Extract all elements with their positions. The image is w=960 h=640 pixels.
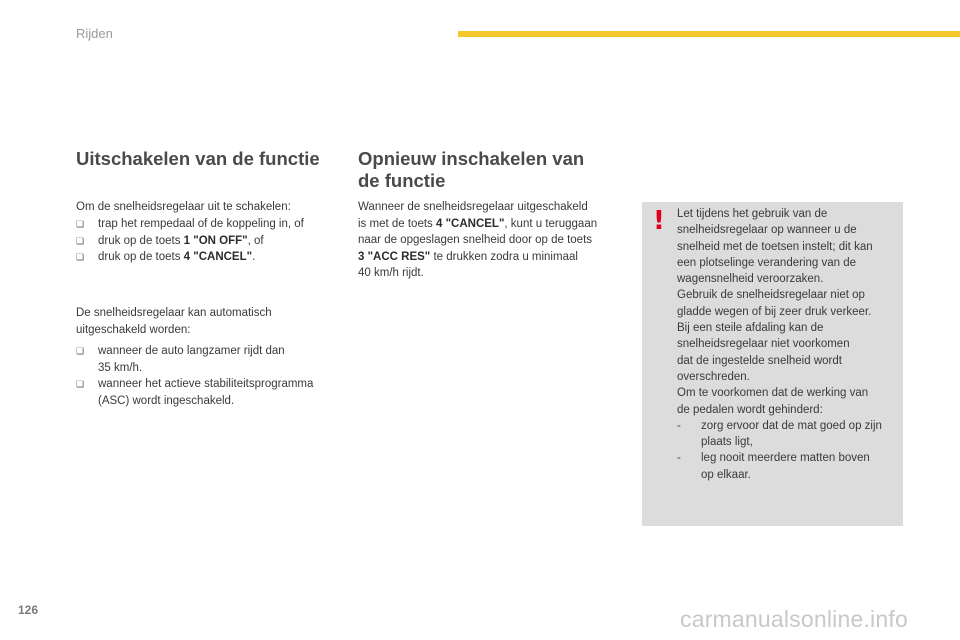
list-item: ❑ wanneer het actieve stabiliteitsprogramma (ASC) wordt ingeschakeld. [76, 378, 314, 407]
watermark: carmanualsonline.info [680, 606, 908, 632]
checkbox-bullet-icon: ❑ [76, 346, 85, 356]
heading-disable-function: Uitschakelen van de functie [76, 148, 320, 169]
list-item: ❑ trap het rempedaal of de koppeling in, of [76, 216, 346, 233]
list-item: - leg nooit meerdere matten boven op elkaar. [677, 452, 870, 481]
checkbox-bullet-icon: ❑ [76, 379, 85, 389]
button-ref-on-off: 1 "ON OFF" [183, 234, 248, 247]
header-accent-bar [458, 31, 960, 37]
list-item: ❑ druk op de toets 4 "CANCEL". [76, 249, 346, 266]
disable-intro: Om de snelheidsregelaar uit te schakelen: [76, 201, 291, 213]
reenable-paragraph: Wanneer de snelheidsregelaar uitgeschakeld is met de toets 4 "CANCEL", kunt u teruggaan naar de opgeslagen snelheid door op de toets 3 "ACC RES" te drukken zodra u minimaal 40 km/h rijdt. [358, 201, 598, 279]
auto-disable-intro: De snelheidsregelaar kan automatisch uitgeschakeld worden: [76, 307, 272, 336]
button-ref-cancel: 4 "CANCEL" [435, 217, 505, 230]
checkbox-bullet-icon: ❑ [76, 235, 85, 246]
warning-exclamation-icon: ! [653, 206, 665, 236]
page-number: 126 [18, 603, 39, 617]
list-item: - zorg ervoor dat de mat goed op zijn plaats ligt, [677, 419, 882, 449]
checkbox-bullet-icon: ❑ [76, 252, 85, 262]
button-ref-acc-res: 3 "ACC RES" [358, 250, 431, 263]
warning-box [642, 202, 903, 526]
warning-dash-list [677, 418, 899, 483]
button-ref-cancel: 4 "CANCEL" [183, 251, 253, 263]
list-item: ❑ wanneer de auto langzamer rijdt dan 35 km/h. [76, 345, 285, 374]
checkbox-bullet-icon: ❑ [76, 219, 85, 229]
section-label: Rijden [76, 26, 113, 41]
list-item: ❑ druk op de toets 1 "ON OFF", of [76, 233, 346, 250]
auto-disable-bullet-list [76, 343, 346, 409]
disable-bullet-list [76, 216, 346, 266]
heading-reenable-function: Opnieuw inschakelen van de functie [358, 148, 585, 191]
warning-text: Let tijdens het gebruik van de snelheidsregelaar op wanneer u de snelheid met de toetsen instelt; dit kan een plotselinge verandering van de wagensnelheid veroorzaken. Gebruik de snelheidsregelaar niet op gladde wegen of bij zeer druk verkeer. Bij een steile afdaling kan de snelheidsregelaar niet voorkomen dat de ingestelde snelheid wordt overschreden. Om te voorkomen dat de werking van de pedalen wordt gehinderd: - zorg ervoor dat de mat goed op zijn plaats ligt, - leg nooit meerdere matten boven op elkaar. [677, 206, 899, 483]
